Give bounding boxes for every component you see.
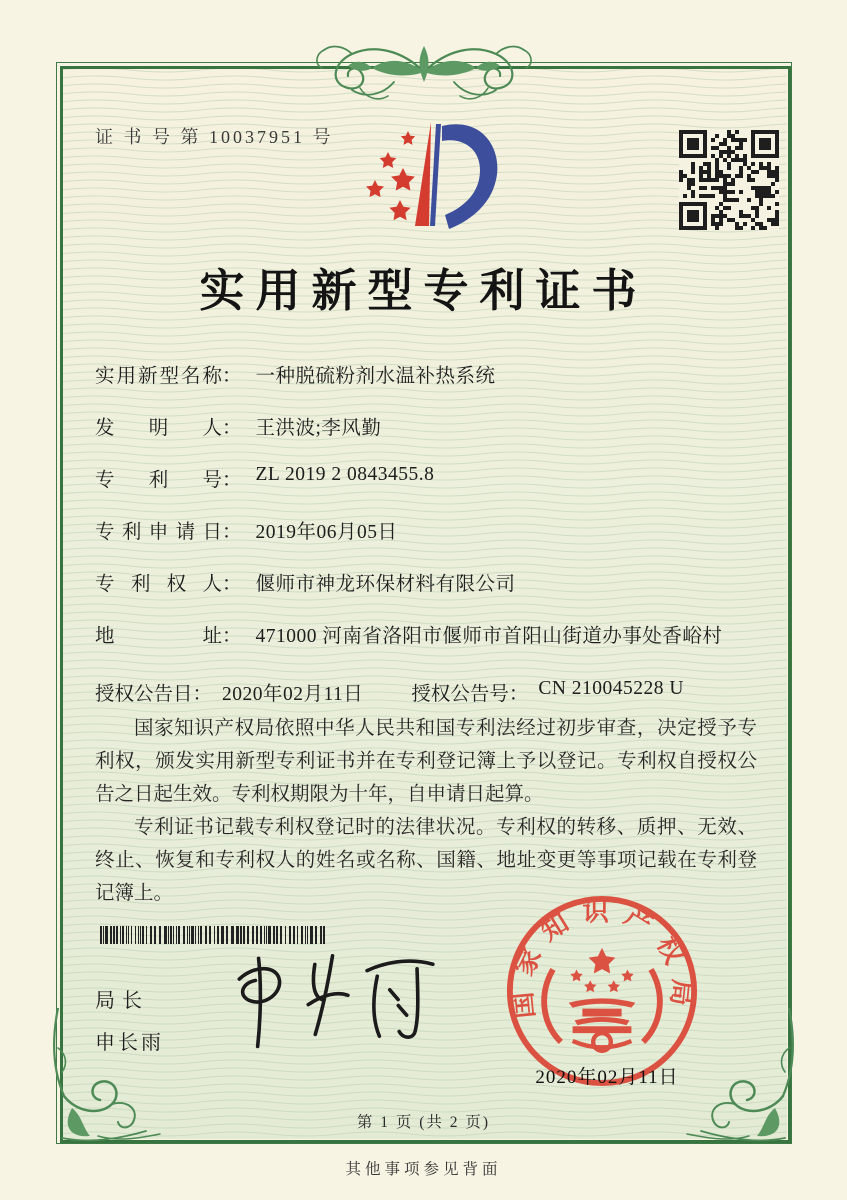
field-value: ZL 2019 2 0843455.8: [255, 464, 435, 485]
back-note: 其他事项参见背面: [345, 1161, 502, 1178]
director-signature-icon: [212, 942, 442, 1054]
field-value: 王洪波;李风勤: [255, 418, 382, 439]
field-patentee: 专利权人 ： 偃师市神龙环保材料有限公司: [95, 568, 757, 620]
director-title: 局长: [95, 990, 149, 1012]
field-label: 实用新型名称: [95, 366, 222, 387]
field-label: 地址: [95, 626, 222, 647]
field-value: 偃师市神龙环保材料有限公司: [255, 574, 516, 595]
field-grant-date: 授权公告日 ： 2020年02月11日: [95, 684, 364, 705]
qr-code-icon: [679, 130, 779, 230]
field-grant-row: [95, 678, 757, 706]
field-label: 专利权人: [95, 574, 222, 595]
field-value: 471000 河南省洛阳市偃师市首阳山街道办事处香峪村: [255, 626, 723, 647]
field-label: 专利申请日: [95, 522, 222, 543]
field-patent-number: 专利号 ： ZL 2019 2 0843455.8: [95, 464, 435, 491]
national-emblem-icon: [544, 948, 660, 1051]
field-label: 发明人: [95, 418, 222, 439]
field-value: 一种脱硫粉剂水温补热系统: [255, 366, 496, 387]
field-grant-number: 授权公告号 ： CN 210045228 U: [411, 678, 685, 705]
cnipa-logo-icon: [345, 110, 515, 248]
field-value: 2019年06月05日: [255, 522, 398, 543]
page-number: 第 1 页 (共 2 页): [356, 1114, 491, 1131]
field-application-date: 专利申请日 ： 2019年06月05日: [95, 516, 757, 568]
legal-text: [95, 712, 757, 910]
field-address: 地址 ： 471000 河南省洛阳市偃师市首阳山街道办事处香峪村: [95, 620, 757, 672]
field-utility-model-name: 实用新型名称 ： 一种脱硫粉剂水温补热系统: [95, 360, 757, 412]
certificate-title: 实用新型专利证书: [199, 266, 648, 316]
field-inventors: 发明人 ： 王洪波;李风勤: [95, 412, 757, 464]
field-label: 专利号: [95, 470, 222, 491]
cnipa-seal-icon: [504, 893, 700, 1089]
legal-paragraph-2: 专利证书记载专利权登记时的法律状况。专利权的转移、质押、无效、终止、恢复和专利权人的姓名或名称、国籍、地址变更等事项记载在专利登记簿上。: [95, 817, 757, 904]
certificate-number: 证 书 号 第 10037951 号: [95, 127, 334, 147]
certificate-fields: [95, 360, 757, 706]
legal-paragraph-1: 国家知识产权局依照中华人民共和国专利法经过初步审查，决定授予专利权，颁发实用新型专利证书并在专利登记簿上予以登记。专利权自授权公告之日起生效。专利权期限为十年，自申请日起算。: [95, 718, 757, 805]
seal-date: 2020年02月11日: [535, 1067, 679, 1088]
director-name: 申长雨: [95, 1032, 164, 1054]
seal-text: 国家知识产权局: [505, 896, 699, 1020]
